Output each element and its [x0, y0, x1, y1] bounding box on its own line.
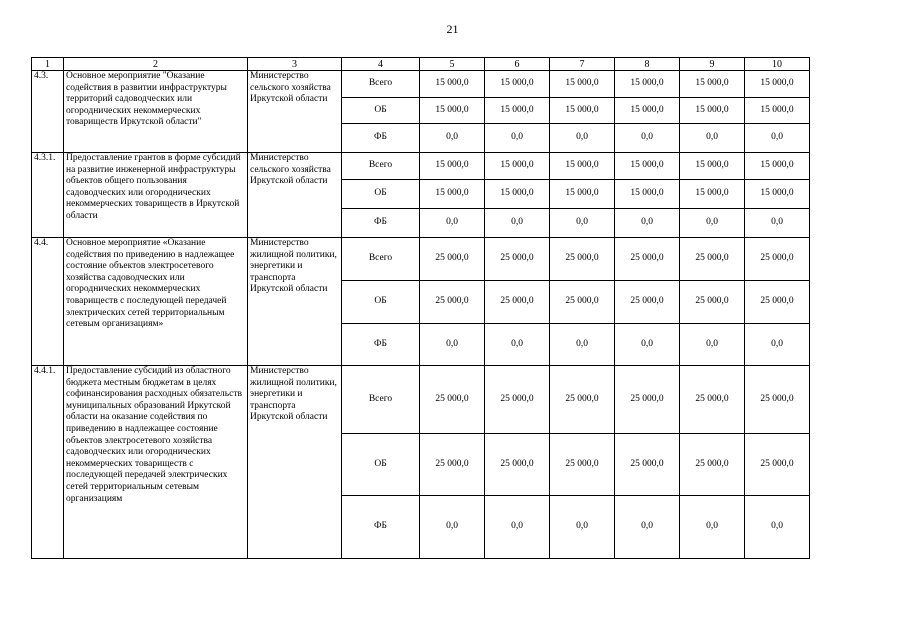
- responsible-executor: Министерство жилищной политики, энергетики и транспорта Иркутской области: [248, 238, 342, 366]
- amount-cell: 15 000,0: [420, 153, 485, 180]
- amount-cell: 0,0: [680, 209, 745, 238]
- item-name: Предоставление грантов в форме субсидий на развитие инженерной инфраструктуры объектов общего пользования садоводческих или огороднических некоммерческих товариществ в Иркутской области: [64, 153, 248, 238]
- table-row: [32, 366, 810, 434]
- funding-source: Всего: [342, 71, 420, 98]
- column-header: 8: [615, 58, 680, 71]
- amount-cell: 25 000,0: [615, 366, 680, 434]
- amount-cell: 25 000,0: [485, 238, 550, 281]
- amount-cell: 15 000,0: [420, 98, 485, 124]
- amount-cell: 0,0: [420, 124, 485, 153]
- column-header: 7: [550, 58, 615, 71]
- amount-cell: 0,0: [615, 124, 680, 153]
- amount-cell: 15 000,0: [550, 98, 615, 124]
- amount-cell: 0,0: [550, 124, 615, 153]
- amount-cell: 25 000,0: [615, 238, 680, 281]
- item-number: 4.4.1.: [32, 366, 64, 559]
- amount-cell: 25 000,0: [550, 238, 615, 281]
- amount-cell: 15 000,0: [615, 71, 680, 98]
- amount-cell: 25 000,0: [615, 434, 680, 496]
- page-number: 21: [446, 22, 459, 36]
- column-header: 9: [680, 58, 745, 71]
- amount-cell: 25 000,0: [680, 434, 745, 496]
- amount-cell: 0,0: [550, 209, 615, 238]
- item-number: 4.3.1.: [32, 153, 64, 238]
- funding-source: ОБ: [342, 281, 420, 324]
- amount-cell: 15 000,0: [485, 71, 550, 98]
- amount-cell: 15 000,0: [550, 180, 615, 209]
- column-header: 6: [485, 58, 550, 71]
- amount-cell: 0,0: [680, 496, 745, 559]
- amount-cell: 25 000,0: [550, 434, 615, 496]
- amount-cell: 25 000,0: [745, 281, 810, 324]
- amount-cell: 25 000,0: [615, 281, 680, 324]
- amount-cell: 15 000,0: [615, 153, 680, 180]
- amount-cell: 0,0: [745, 324, 810, 366]
- amount-cell: 0,0: [745, 124, 810, 153]
- amount-cell: 25 000,0: [420, 366, 485, 434]
- funding-source: Всего: [342, 153, 420, 180]
- amount-cell: 25 000,0: [485, 434, 550, 496]
- funding-source: ФБ: [342, 124, 420, 153]
- amount-cell: 0,0: [550, 324, 615, 366]
- item-name: Основное мероприятие «Оказание содействия по приведению в надлежащее состояние объектов электросетевого хозяйства садоводческих или огороднических некоммерческих товариществ с последующей передачей электрических сетей территориальным сетевым организациям»: [64, 238, 248, 366]
- amount-cell: 25 000,0: [680, 366, 745, 434]
- amount-cell: 0,0: [615, 324, 680, 366]
- amount-cell: 0,0: [420, 324, 485, 366]
- amount-cell: 15 000,0: [680, 153, 745, 180]
- table-row: [32, 238, 810, 281]
- column-header: 2: [64, 58, 248, 71]
- amount-cell: 0,0: [680, 324, 745, 366]
- funding-source: ФБ: [342, 496, 420, 559]
- amount-cell: 25 000,0: [550, 281, 615, 324]
- funding-source: Всего: [342, 238, 420, 281]
- column-header: 10: [745, 58, 810, 71]
- amount-cell: 25 000,0: [485, 281, 550, 324]
- amount-cell: 25 000,0: [485, 366, 550, 434]
- amount-cell: 25 000,0: [680, 238, 745, 281]
- responsible-executor: Министерство жилищной политики, энергетики и транспорта Иркутской области: [248, 366, 342, 559]
- amount-cell: 15 000,0: [680, 98, 745, 124]
- amount-cell: 15 000,0: [485, 98, 550, 124]
- amount-cell: 0,0: [550, 496, 615, 559]
- amount-cell: 15 000,0: [485, 153, 550, 180]
- amount-cell: 25 000,0: [745, 238, 810, 281]
- funding-source: ФБ: [342, 324, 420, 366]
- amount-cell: 25 000,0: [745, 366, 810, 434]
- amount-cell: 0,0: [485, 324, 550, 366]
- amount-cell: 0,0: [615, 496, 680, 559]
- amount-cell: 25 000,0: [420, 281, 485, 324]
- amount-cell: 25 000,0: [550, 366, 615, 434]
- column-header: 1: [32, 58, 64, 71]
- amount-cell: 0,0: [485, 124, 550, 153]
- table-row: [32, 153, 810, 180]
- amount-cell: 25 000,0: [420, 434, 485, 496]
- budget-table: [31, 57, 810, 559]
- item-name: Предоставление субсидий из областного бюджета местным бюджетам в целях софинансирования расходных обязательств муниципальных образований Иркутской области на оказание содействия по приведению в надлежащее состояние объектов электросетевого хозяйства садоводческих или огороднических некоммерческих товариществ с последующей передачей электрических сетей территориальным сетевым организациям: [64, 366, 248, 559]
- responsible-executor: Министерство сельского хозяйства Иркутской области: [248, 71, 342, 153]
- item-number: 4.4.: [32, 238, 64, 366]
- amount-cell: 0,0: [420, 209, 485, 238]
- column-header: 4: [342, 58, 420, 71]
- amount-cell: 0,0: [680, 124, 745, 153]
- funding-source: ОБ: [342, 180, 420, 209]
- amount-cell: 15 000,0: [680, 180, 745, 209]
- amount-cell: 15 000,0: [745, 98, 810, 124]
- table-row: [32, 71, 810, 98]
- funding-source: ФБ: [342, 209, 420, 238]
- responsible-executor: Министерство сельского хозяйства Иркутской области: [248, 153, 342, 238]
- header-row: [32, 58, 810, 71]
- amount-cell: 0,0: [745, 209, 810, 238]
- amount-cell: 15 000,0: [745, 180, 810, 209]
- amount-cell: 15 000,0: [745, 71, 810, 98]
- column-header: 5: [420, 58, 485, 71]
- amount-cell: 25 000,0: [420, 238, 485, 281]
- table-body: [32, 58, 810, 559]
- amount-cell: 15 000,0: [680, 71, 745, 98]
- amount-cell: 15 000,0: [485, 180, 550, 209]
- amount-cell: 15 000,0: [550, 153, 615, 180]
- amount-cell: 25 000,0: [745, 434, 810, 496]
- amount-cell: 15 000,0: [550, 71, 615, 98]
- item-number: 4.3.: [32, 71, 64, 153]
- amount-cell: 15 000,0: [745, 153, 810, 180]
- amount-cell: 25 000,0: [680, 281, 745, 324]
- amount-cell: 0,0: [485, 496, 550, 559]
- item-name: Основное мероприятие "Оказание содействия в развитии инфраструктуры территорий садоводческих или огороднических некоммерческих товариществ Иркутской области": [64, 71, 248, 153]
- amount-cell: 15 000,0: [420, 71, 485, 98]
- column-header: 3: [248, 58, 342, 71]
- amount-cell: 0,0: [615, 209, 680, 238]
- amount-cell: 0,0: [485, 209, 550, 238]
- amount-cell: 0,0: [420, 496, 485, 559]
- amount-cell: 15 000,0: [615, 98, 680, 124]
- funding-source: ОБ: [342, 98, 420, 124]
- amount-cell: 0,0: [745, 496, 810, 559]
- amount-cell: 15 000,0: [420, 180, 485, 209]
- funding-source: ОБ: [342, 434, 420, 496]
- amount-cell: 15 000,0: [615, 180, 680, 209]
- funding-source: Всего: [342, 366, 420, 434]
